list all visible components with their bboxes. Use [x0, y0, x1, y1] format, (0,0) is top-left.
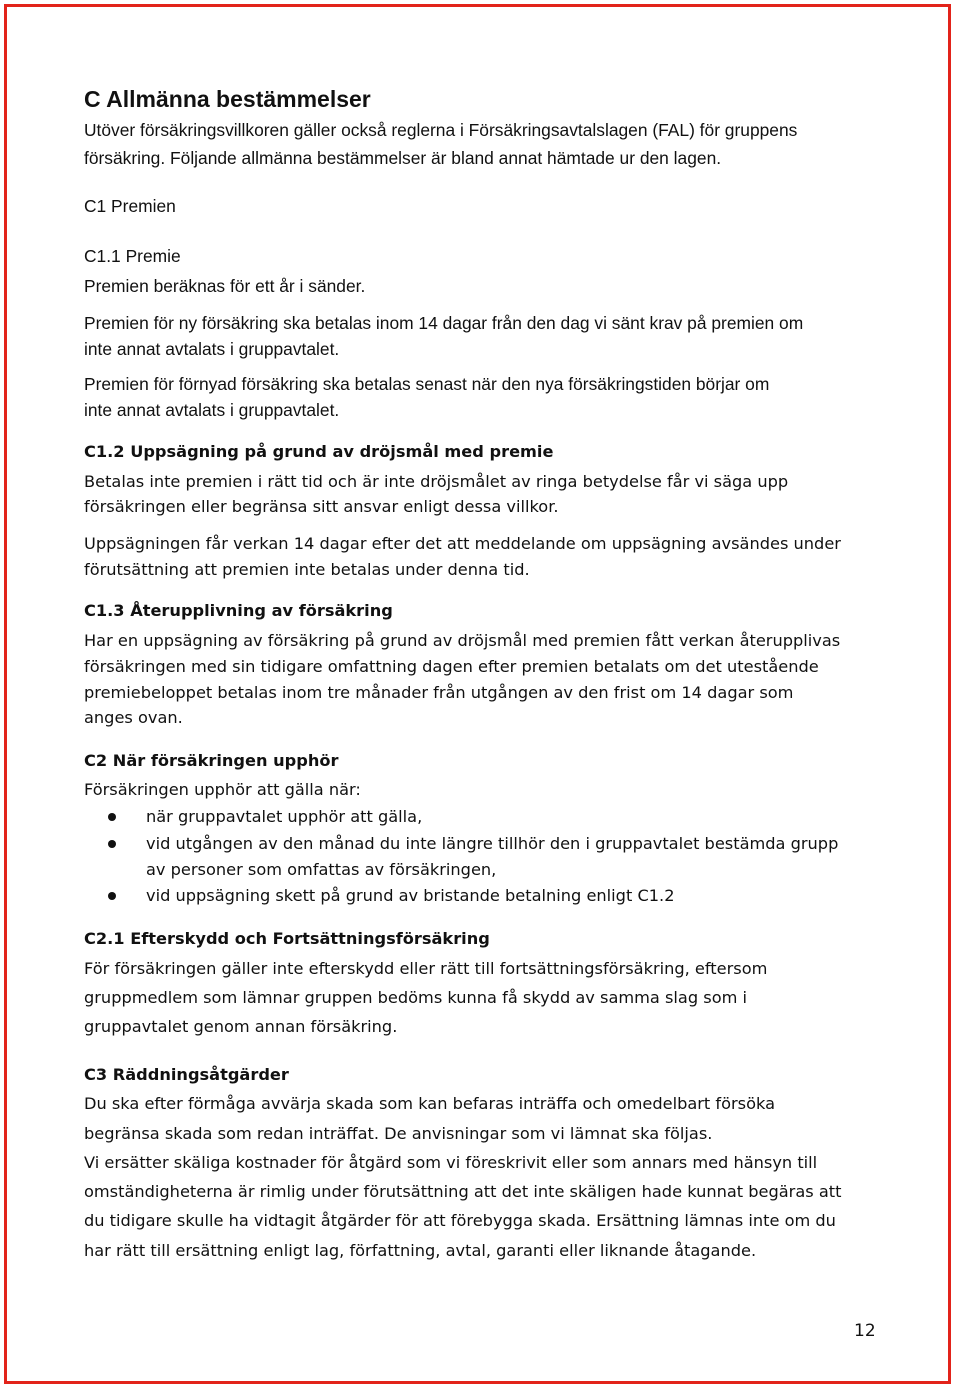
c1-2-paragraph-2-line-2: förutsättning att premien inte betalas under denna tid. — [84, 560, 530, 579]
c3-paragraph-line-6: har rätt till ersättning enligt lag, författning, avtal, garanti eller liknande åtagande. — [84, 1241, 757, 1260]
c3-paragraph-line-5: du tidigare skulle ha vidtagit åtgärder för att förebygga skada. Ersättning lämnas inte om du — [84, 1211, 836, 1230]
c1-2-heading: C1.2 Uppsägning på grund av dröjsmål med premie — [84, 442, 554, 461]
c3-paragraph-line-1: Du ska efter förmåga avvärja skada som kan befaras inträffa och omedelbart försöka — [84, 1094, 776, 1113]
c1-1-paragraph-3-line-1: Premien för förnyad försäkring ska betalas senast när den nya försäkringstiden börjar om — [84, 374, 770, 394]
c1-3-paragraph-line-1: Har en uppsägning av försäkring på grund av dröjsmål med premien fått verkan återupplivas — [84, 631, 841, 650]
c1-3-paragraph-line-4: anges ovan. — [84, 708, 183, 727]
c2-list-item-3: vid uppsägning skett på grund av bristande betalning enligt C1.2 — [146, 886, 675, 905]
bullet-icon — [108, 813, 116, 821]
c2-intro: Försäkringen upphör att gälla när: — [84, 780, 361, 799]
c1-1-paragraph-1: Premien beräknas för ett år i sänder. — [84, 276, 366, 296]
c1-3-heading: C1.3 Återupplivning av försäkring — [84, 601, 393, 620]
intro-line-1: Utöver försäkringsvillkoren gäller också reglerna i Försäkringsavtalslagen (FAL) för gruppens — [84, 120, 798, 140]
c3-paragraph-line-3: Vi ersätter skäliga kostnader för åtgärd som vi föreskrivit eller som annars med hänsyn till — [84, 1153, 818, 1172]
c3-paragraph-line-4: omständigheterna är rimlig under förutsättning att det inte skäligen hade kunnat begäras att — [84, 1182, 842, 1201]
c1-1-paragraph-2-line-2: inte annat avtalats i gruppavtalet. — [84, 339, 340, 359]
c3-heading: C3 Räddningsåtgärder — [84, 1065, 289, 1084]
c2-list-item-2-line-2: av personer som omfattas av försäkringen, — [146, 860, 497, 879]
c1-heading: C1 Premien — [84, 196, 176, 216]
c2-1-paragraph-line-3: gruppavtalet genom annan försäkring. — [84, 1017, 398, 1036]
c1-3-paragraph-line-3: premiebeloppet betalas inom tre månader från utgången av den frist om 14 dagar som — [84, 683, 794, 702]
c1-2-paragraph-2-line-1: Uppsägningen får verkan 14 dagar efter det att meddelande om uppsägning avsändes under — [84, 534, 841, 553]
c3-paragraph-line-2: begränsa skada som redan inträffat. De anvisningar som vi lämnat ska följas. — [84, 1124, 713, 1143]
c1-1-heading: C1.1 Premie — [84, 246, 181, 266]
c2-1-heading: C2.1 Efterskydd och Fortsättningsförsäkring — [84, 929, 490, 948]
c1-2-paragraph-1-line-1: Betalas inte premien i rätt tid och är inte dröjsmålet av ringa betydelse får vi säga upp — [84, 472, 789, 491]
bullet-icon — [108, 840, 116, 848]
c2-list-item-1: när gruppavtalet upphör att gälla, — [146, 807, 423, 826]
c2-1-paragraph-line-2: gruppmedlem som lämnar gruppen bedöms kunna få skydd av samma slag som i — [84, 988, 748, 1007]
c1-2-paragraph-1-line-2: försäkringen eller begränsa sitt ansvar enligt dessa villkor. — [84, 497, 559, 516]
c1-3-paragraph-line-2: försäkringen med sin tidigare omfattning dagen efter premien betalats om det utestående — [84, 657, 819, 676]
intro-line-2: försäkring. Följande allmänna bestämmelser är bland annat hämtade ur den lagen. — [84, 148, 722, 168]
c1-1-paragraph-2-line-1: Premien för ny försäkring ska betalas inom 14 dagar från den dag vi sänt krav på premien om — [84, 313, 804, 333]
c2-1-paragraph-line-1: För försäkringen gäller inte efterskydd eller rätt till fortsättningsförsäkring, eftersom — [84, 959, 768, 978]
bullet-icon — [108, 892, 116, 900]
section-title: C Allmänna bestämmelser — [84, 86, 371, 112]
c1-1-paragraph-3-line-2: inte annat avtalats i gruppavtalet. — [84, 400, 340, 420]
page-number: 12 — [854, 1321, 876, 1341]
c2-list-item-2-line-1: vid utgången av den månad du inte längre tillhör den i gruppavtalet bestämda grupp — [146, 834, 839, 853]
c2-heading: C2 När försäkringen upphör — [84, 751, 339, 770]
